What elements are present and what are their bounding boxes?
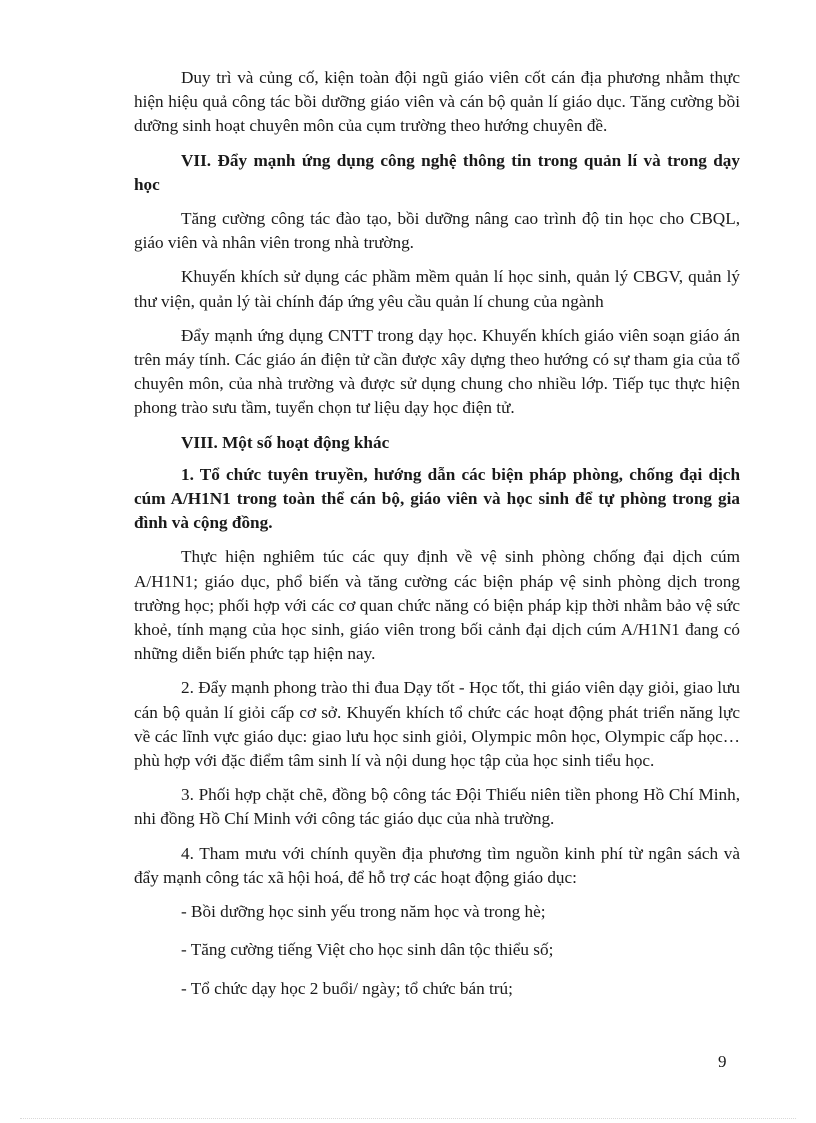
page-bottom-divider (20, 1118, 796, 1119)
paragraph-youth-union: 3. Phối hợp chặt chẽ, đồng bộ công tác Đội Thiếu niên tiền phong Hồ Chí Minh, nhi đồng Hồ Chí Minh với công tác giáo dục của nhà trường. (134, 785, 740, 829)
list-item: - Tổ chức dạy học 2 buổi/ ngày; tổ chức bán trú; (181, 978, 513, 998)
page-content (134, 66, 740, 1015)
paragraph-management-software: Khuyến khích sử dụng các phầm mềm quản lí học sinh, quản lý CBGV, quản lý thư viện, quản lý tài chính đáp ứng yêu cầu quản lí chung của ngành (134, 267, 740, 311)
page-number: 9 (718, 1052, 727, 1071)
paragraph-funding: 4. Tham mưu với chính quyền địa phương tìm nguồn kinh phí từ ngân sách và đẩy mạnh công tác xã hội hoá, để hỗ trợ các hoạt động giáo dục: (134, 843, 740, 887)
section-heading-vii: VII. Đẩy mạnh ứng dụng công nghệ thông tin trong quản lí và trong dạy học (134, 150, 740, 194)
paragraph-flu-prevention: 1. Tổ chức tuyên truyền, hướng dẫn các biện pháp phòng, chống đại dịch cúm A/H1N1 trong toàn thể cán bộ, giáo viên và học sinh để tự phòng trong gia đình và cộng đồng. (134, 464, 740, 533)
paragraph-teacher-network: Duy trì và củng cố, kiện toàn đội ngũ giáo viên cốt cán địa phương nhằm thực hiện hiệu quả công tác bồi dưỡng giáo viên và cán bộ quản lí giáo dục. Tăng cường bồi dưỡng sinh hoạt chuyên môn của cụm trường theo hướng chuyên đề. (134, 68, 740, 136)
list-item: - Bồi dưỡng học sinh yếu trong năm học và trong hè; (181, 902, 546, 922)
list-item: - Tăng cường tiếng Việt cho học sinh dân tộc thiểu số; (181, 940, 554, 960)
paragraph-it-in-teaching: Đẩy mạnh ứng dụng CNTT trong dạy học. Khuyến khích giáo viên soạn giáo án trên máy tính. Các giáo án điện tử cần được xây dựng theo hướng có sự tham gia của tổ chuyên môn, của nhà trường và được sử dụng chung cho nhiều lớp. Tiếp tục thực hiện phong trào sưu tầm, tuyển chọn tư liệu dạy học điện tử. (134, 325, 740, 418)
paragraph-emulation-movement: 2. Đẩy mạnh phong trào thi đua Dạy tốt - Học tốt, thi giáo viên dạy giỏi, giao lưu cán bộ quản lí giỏi cấp cơ sở. Khuyến khích tổ chức các hoạt động phát triển năng lực về các lĩnh vực giáo dục: giao lưu học sinh giỏi, Olympic môn học, Olympic cấp học…phù hợp với đặc điểm tâm sinh lí và nội dung học tập của học sinh tiểu học. (134, 678, 740, 771)
paragraph-hygiene-rules: Thực hiện nghiêm túc các quy định về vệ sinh phòng chống đại dịch cúm A/H1N1; giáo dục, phổ biến và tăng cường các biện pháp vệ sinh phòng dịch trong trường học; phối hợp với các cơ quan chức năng có biện pháp kịp thời nhằm bảo vệ sức khoẻ, tính mạng của học sinh, giáo viên trong bối cảnh đại dịch cúm A/H1N1 đang có những diễn biến phức tạp hiện nay. (134, 547, 740, 664)
section-heading-viii: VIII. Một số hoạt động khác (181, 432, 390, 452)
paragraph-it-training: Tăng cường công tác đào tạo, bồi dưỡng nâng cao trình độ tin học cho CBQL, giáo viên và nhân viên trong nhà trường. (134, 209, 740, 253)
